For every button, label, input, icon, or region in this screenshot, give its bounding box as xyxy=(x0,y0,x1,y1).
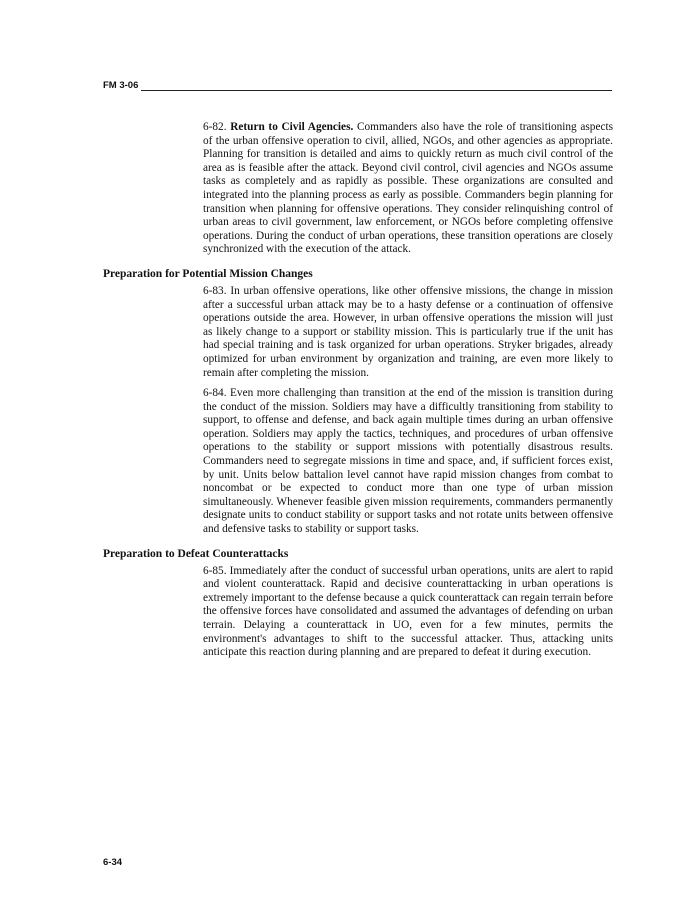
paragraph-text: Commanders also have the role of transitioning aspects of the urban offensive operation to civil, allied, NGOs, and other agencies as appropriate. Planning for transition is detailed and aims to quickly return as much civil control of the area as is feasible after the attack. Beyond civil control, civil agencies and NGOs assume tasks as completely and as rapidly as possible. These organizations are consulted and integrated into the planning process as early as possible. Commanders begin planning for transition when planning for offensive operations. They consider relinquishing control of urban areas to civil government, law enforcement, or NGOs before completing offensive operations. During the conduct of urban operations, these transition operations are closely synchronized with the execution of the attack. xyxy=(203,121,614,256)
paragraph-6-84: 6-84. Even more challenging than transition at the end of the mission is transition during the conduct of the mission. Soldiers may have a difficultly transitioning from stability to support, to offense and defense, and back again multiple times during an urban offensive operation. Soldiers may apply the tactics, techniques, and procedures of urban offensive operations to the stability or support missions with potentially disastrous results. Commanders need to segregate missions in time and space, and, if sufficient forces exist, by unit. Units below battalion level cannot have rapid mission changes from combat to noncombat or be expected to conduct more than one type of urban mission simultaneously. Whenever feasible given mission requirements, commanders permanently designate units to conduct stability or support tasks and not rotate units between offensive and defensive tasks to stability or support tasks. xyxy=(203,387,613,536)
header-manual-number: FM 3-06 xyxy=(103,80,139,91)
paragraph-6-85: 6-85. Immediately after the conduct of successful urban operations, units are alert to rapid and violent counterattack. Rapid and decisive counterattacking in urban operations is extremely important to the defense because a quick counterattack can regain terrain before the offensive forces have consolidated and assumed the advantages of defending on urban terrain. Delaying a counterattack in UO, even for a few minutes, permits the environment's advantages to shift to the successful attacker. Thus, attacking units anticipate this reaction during planning and are prepared to defeat it during execution. xyxy=(203,564,613,659)
paragraph-number: 6-82. xyxy=(203,121,227,133)
paragraph-6-82 xyxy=(203,121,613,257)
header-rule xyxy=(141,90,612,91)
paragraph-run-in-title: Return to Civil Agencies. xyxy=(230,121,354,133)
page-number: 6-34 xyxy=(103,857,123,868)
running-header xyxy=(103,80,612,94)
section-heading-mission-changes: Preparation for Potential Mission Changes xyxy=(103,267,313,280)
paragraph-6-83: 6-83. In urban offensive operations, like other offensive missions, the change in mission after a successful urban attack may be to a hasty defense or a continuation of offensive operations outside the area. However, in urban offensive operations the mission will just as likely change to a support or stability mission. This is particularly true if the unit has had special training and is task organized for urban operations. Stryker brigades, already optimized for urban environment by organization and training, are even more likely to remain after completing the mission. xyxy=(203,284,613,379)
body-text xyxy=(103,121,614,667)
section-heading-counterattacks: Preparation to Defeat Counterattacks xyxy=(103,547,289,560)
